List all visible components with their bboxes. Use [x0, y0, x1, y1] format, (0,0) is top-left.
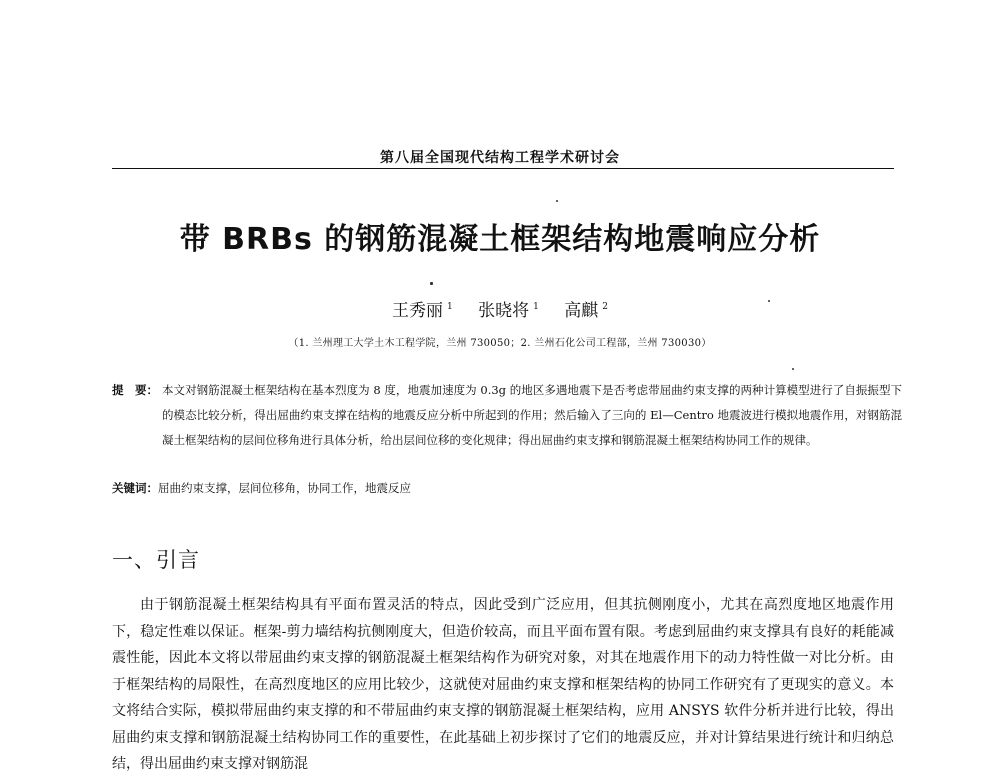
keywords-text: 屈曲约束支撑，层间位移角，协同工作，地震反应: [158, 481, 411, 495]
author-name: 高麒: [564, 301, 599, 321]
header-rule: [112, 168, 894, 169]
author-affil-mark: 1: [533, 302, 539, 312]
scan-speck: [430, 282, 433, 285]
author-1: [392, 301, 453, 321]
conference-header: 第八届全国现代结构工程学术研讨会: [380, 150, 620, 166]
paper-title: 带 BRBs 的钢筋混凝土框架结构地震响应分析: [179, 222, 821, 257]
keywords-block: [112, 480, 902, 496]
author-name: 王秀丽: [391, 301, 443, 321]
scan-speck: [792, 368, 794, 370]
abstract-label: 提 要：: [112, 383, 158, 397]
author-2: [478, 301, 539, 321]
author-list: [0, 296, 1000, 321]
affiliation: （1. 兰州理工大学土木工程学院，兰州 730050；2. 兰州石化公司工程部，兰州 730030）: [288, 338, 712, 349]
keywords-label: 关键词：: [112, 481, 158, 495]
author-3: [564, 301, 608, 321]
abstract-text: 本文对钢筋混凝土框架结构在基本烈度为 8 度，地震加速度为 0.3g 的地区多遇地震下是否考虑带屈曲约束支撑的两种计算模型进行了自振振型下的模态比较分析，得出屈曲约束支撑在结构的地震反应分析中所起到的作用；然后输入了三向的 El—Centro 地震波进行模拟地震作用，对钢筋混凝土框架结构的层间位移角进行具体分析，给出层间位移的变化规律；得出屈曲约束支撑和钢筋混凝土框架结构协同工作的规律。: [162, 383, 902, 447]
scan-speck: [768, 300, 770, 302]
intro-paragraph: 由于钢筋混凝土框架结构具有平面布置灵活的特点，因此受到广泛应用，但其抗侧刚度小，尤其在高烈度地区地震作用下，稳定性难以保证。框架-剪力墙结构抗侧刚度大，但造价较高，而且平面布置有限。考虑到屈曲约束支撑具有良好的耗能减震性能，因此本文将以带屈曲约束支撑的钢筋混凝土框架结构作为研究对象，对其在地震作用下的动力特性做一对比分析。由于框架结构的局限性，在高烈度地区的应用比较少，这就使对屈曲约束支撑和框架结构的协同工作研究有了更现实的意义。本文将结合实际，模拟带屈曲约束支撑的和不带屈曲约束支撑的钢筋混凝土框架结构，应用 ANSYS 软件分析并进行比较，得出屈曲约束支撑和钢筋混凝土结构协同工作的重要性，在此基础上初步探讨了它们的地震反应，并对计算结果进行统计和归纳总结，得出屈曲约束支撑对钢筋混: [112, 597, 894, 772]
author-affil-mark: 2: [602, 302, 608, 312]
section-heading: 一、引言: [112, 548, 200, 572]
abstract-block: [112, 378, 902, 453]
author-name: 张晓将: [478, 301, 530, 321]
author-affil-mark: 1: [446, 302, 453, 312]
scan-speck: [556, 200, 558, 202]
